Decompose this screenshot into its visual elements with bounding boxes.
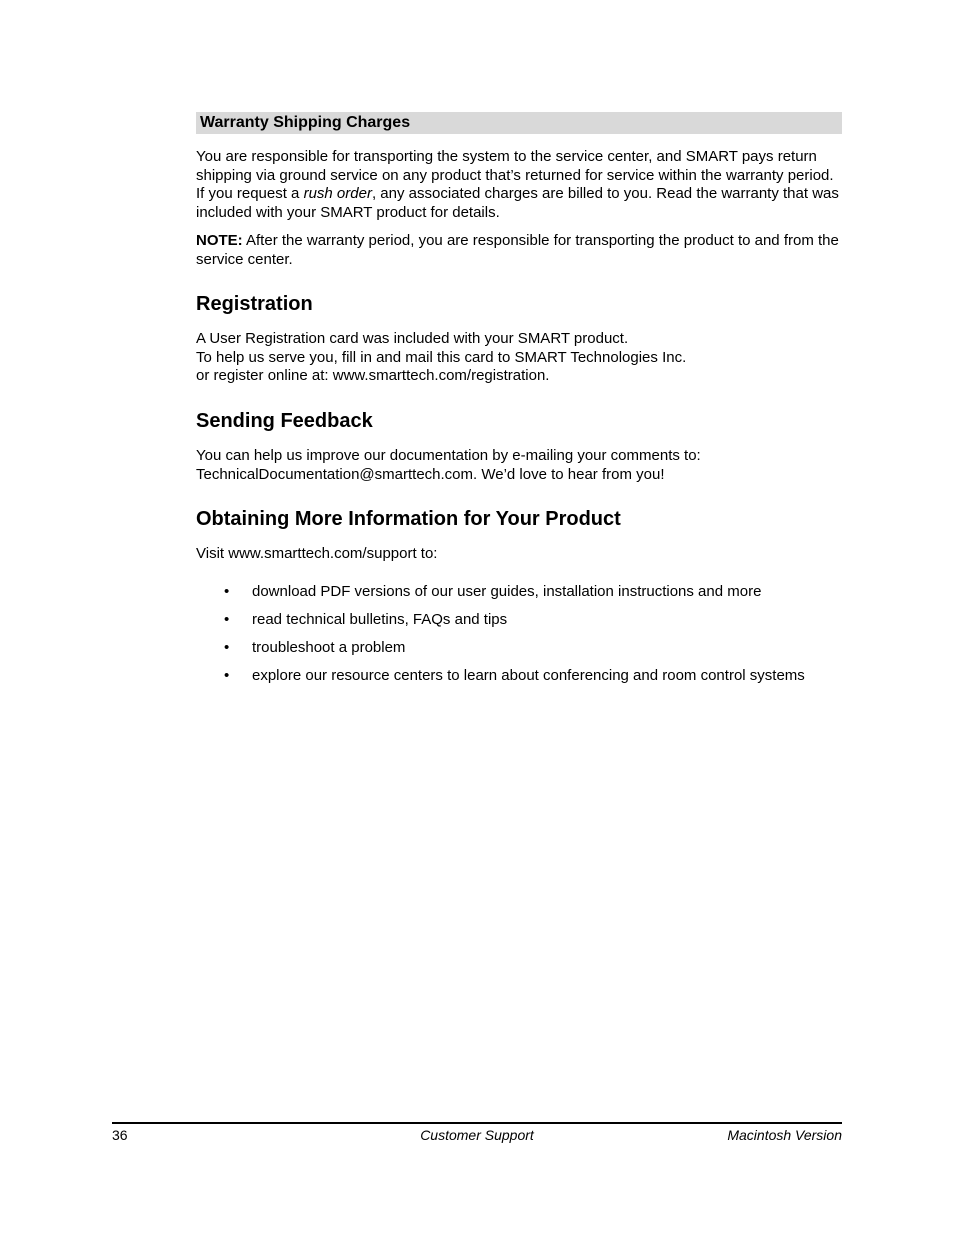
bullet-icon: • — [224, 583, 230, 600]
feedback-line-2: TechnicalDocumentation@smarttech.com. We’d love to hear from you! — [196, 465, 665, 483]
list-item-text: explore our resource centers to learn about conferencing and room control systems — [252, 667, 805, 684]
list-item — [196, 639, 842, 667]
bullet-icon: • — [224, 667, 230, 684]
bullet-icon: • — [224, 611, 230, 628]
list-item — [196, 667, 842, 695]
footer-version: Macintosh Version — [727, 1127, 842, 1143]
registration-line-1: A User Registration card was included with your SMART product. — [196, 330, 629, 347]
page-footer — [112, 1126, 842, 1144]
footer-divider — [112, 1122, 842, 1124]
list-item — [196, 583, 842, 611]
note-paragraph — [196, 232, 842, 269]
list-item-text: troubleshoot a problem — [252, 639, 406, 656]
warranty-text-a: You are responsible for transporting the system to the service center, and SMART pays return shipping via ground service on any product that’s returned for service within the warranty period. If you request a — [196, 148, 834, 203]
section-heading-warranty: Warranty Shipping Charges — [196, 112, 842, 134]
registration-line-2: To help us serve you, fill in and mail this card to SMART Technologies Inc. — [196, 348, 687, 366]
warranty-paragraph — [196, 148, 842, 223]
note-label: NOTE: — [196, 232, 243, 249]
list-item-text: read technical bulletins, FAQs and tips — [252, 611, 508, 628]
more-info-heading: Obtaining More Information for Your Product — [196, 508, 621, 530]
list-item-text: download PDF versions of our user guides, installation instructions and more — [252, 583, 762, 600]
registration-paragraph — [196, 330, 842, 386]
rush-order-text: rush order — [303, 185, 372, 203]
feedback-heading: Sending Feedback — [196, 410, 373, 432]
feedback-paragraph — [196, 447, 842, 484]
footer-section-title: Customer Support — [420, 1127, 534, 1143]
registration-line-3: or register online at: www.smarttech.com/registration. — [196, 367, 550, 385]
list-item — [196, 611, 842, 639]
note-text: After the warranty period, you are responsible for transporting the product to and from the service center. — [196, 232, 839, 268]
feedback-line-1: You can help us improve our documentation by e-mailing your comments to: — [196, 447, 701, 464]
bullet-icon: • — [224, 639, 230, 656]
warranty-text-b: , any associated charges are billed to you. Read the warranty that was included with your SMART product for details. — [196, 185, 839, 222]
page-number: 36 — [112, 1127, 128, 1143]
more-info-intro: Visit www.smarttech.com/support to: — [196, 545, 438, 562]
registration-heading: Registration — [196, 293, 313, 315]
more-info-list — [196, 583, 842, 695]
